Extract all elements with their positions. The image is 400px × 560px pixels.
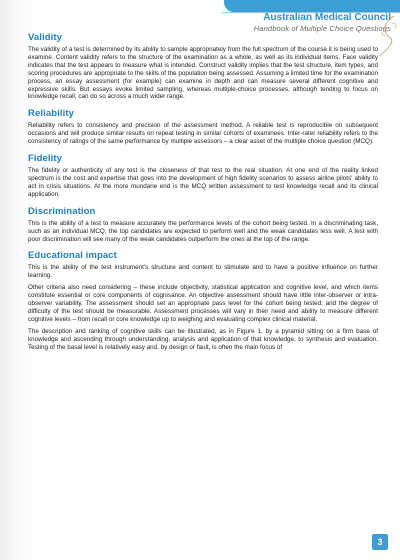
section-paragraph: The description and ranking of cognitive skills can be illustrated, as in Figure 1, by a pyramid sitting on a firm base of knowledge and ascending through understanding, analysis and application of that knowledge, to synthesis and evaluation. Testing of the basal level is relatively easy and, by design or fault, is often the main focus of — [28, 327, 378, 351]
section-heading: Discrimination — [28, 205, 96, 217]
section-heading: Validity — [28, 32, 63, 43]
page-number: 3 — [372, 534, 388, 550]
section-educational-impact — [28, 250, 378, 351]
section-fidelity — [28, 153, 378, 199]
section-paragraph: Reliability refers to consistency and precision of the assessment method. A reliable test is reproducible on subsequent occasions and will produce similar results on repeat testing in similar cohorts of examinees. Inter-rater reliability refers to the consistency of ratings of the same performance by multiple assessors – a clear asset of the multiple choice question (MCQ). — [28, 122, 378, 146]
handbook-title: Handbook of Multiple Choice Questions — [253, 24, 391, 33]
main-content — [28, 32, 378, 358]
section-paragraph: This is the ability of a test to measure accurately the performance levels of the cohort being tested. In a discriminating task, such as an individual MCQ, the top candidates are expected to perform well and the weak candidates less well. A test with poor discrimination will see many of the weak candidates outperform the ones at the top of the range. — [28, 219, 378, 243]
section-heading: Fidelity — [28, 153, 63, 165]
section-paragraph: Other criteria also need considering – these include objectivity, statistical application and cognitive level, and which items constitute essential or core components of cognisance. An objective assessment should have little inter-observer or intra-observer variability. The assessment should set an appropriate pass level for the cohort being tested; and the degree of difficulty of the test should be measurable. Assessment processes will vary in their need and ability to measure different cognitive levels – from recall or core knowledge up to weighing and evaluating complex clinical material. — [28, 284, 378, 323]
section-paragraph: The validity of a test is determined by its ability to sample appropriately from the full spectrum of the course it is being used to examine. Content validity refers to the structure of the examination as a whole, as well as its individual items. Face validity indicates that the test appears to measure what is intended. Construct validity implies that the test structure, item types, and scoring procedures are appropriate to the skills of the population being assessed. Assuming a limited time for the examination process, an essay assessment (for example) can examine in depth and can measure several different cognitive and expressive skills. But essays evoke limited sampling, whereas multiple-choice processes, although tending to focus on knowledge recall, can do so across a much wider range. — [28, 46, 378, 101]
section-discrimination — [28, 206, 378, 244]
section-heading: Reliability — [28, 108, 74, 120]
section-heading: Educational impact — [28, 250, 117, 262]
organization-name: Australian Medical Council — [263, 12, 391, 23]
section-reliability — [28, 108, 378, 146]
section-paragraph: The fidelity or authenticity of any test is the closeness of that test to the real situation. At one end of the reality linked spectrum is the cost and expertise that goes into the development of high fidelity scenarios to assess airline pilots' ability to act in crisis situations. At the more mundane end is the MCQ written assessment to test knowledge recall and its clinical application. — [28, 167, 378, 198]
section-validity — [28, 32, 378, 101]
section-paragraph: This is the ability of the test instrument's structure and content to stimulate and to have a positive influence on further learning. — [28, 264, 378, 280]
